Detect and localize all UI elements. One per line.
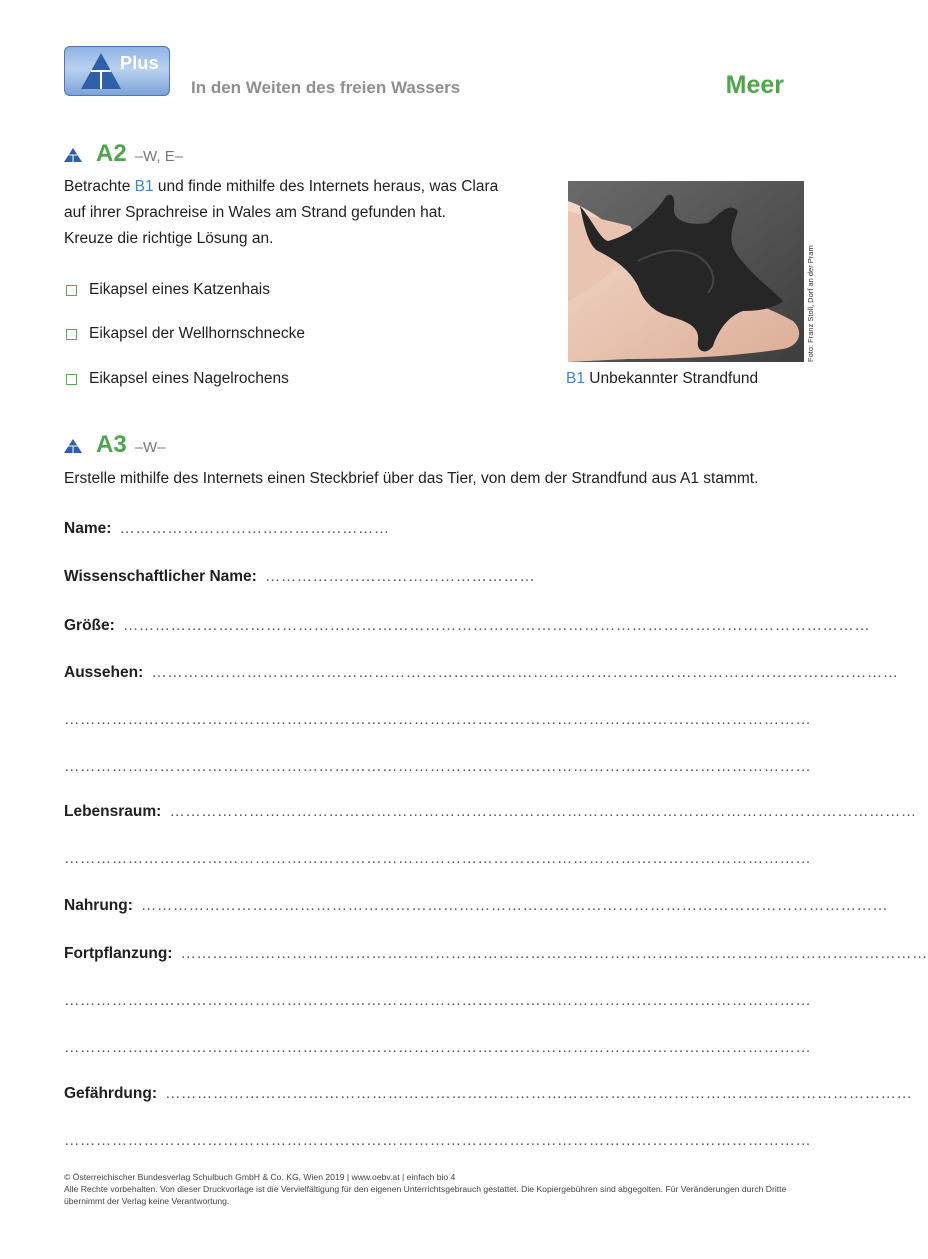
checkbox[interactable] [66,374,77,385]
figure-caption [566,370,758,388]
pyramid-icon [64,439,82,453]
field-size[interactable] [64,617,871,635]
topic-label: Meer [725,71,784,99]
text-line: auf ihrer Sprachreise in Wales am Strand gefunden hat. [64,204,446,221]
answer-dots: …………………………………………………………………………………………………………………………… [122,617,871,634]
answer-dots: …………………………………………… [119,520,390,537]
answer-dots: …………………………………………… [264,568,536,585]
field-label: Lebensraum: [64,803,162,820]
task-id: A3 [96,431,127,458]
task-id: A2 [96,140,127,167]
checkbox[interactable] [66,329,77,340]
field-habitat[interactable] [64,803,917,821]
answer-line[interactable]: …………………………………………………………………………………………………………………………… [64,850,812,867]
answer-dots: …………………………………………………………………………………………………………………………… [165,1085,913,1102]
field-reproduction[interactable] [64,945,928,963]
answer-dots: …………………………………………………………………………………………………………………………… [169,803,917,820]
field-label: Fortpflanzung: [64,945,173,962]
checkbox[interactable] [66,285,77,296]
photo-credit: Foto: Franz Stoll, Dorf an der Pram [806,245,815,362]
text-span: Betrachte [64,178,135,195]
plus-logo [64,46,170,96]
logo-text: Plus [120,53,159,73]
field-label: Nahrung: [64,897,133,914]
task-a3-instruction: Erstelle mithilfe des Internets einen Steckbrief über das Tier, von dem der Strandfund aus A1 stammt. [64,470,759,487]
answer-line[interactable]: …………………………………………………………………………………………………………………………… [64,758,812,775]
field-label: Name: [64,520,112,537]
option-katzenhai[interactable] [66,281,270,299]
pyramid-icon [79,51,123,91]
answer-dots: …………………………………………………………………………………………………………………………… [151,664,899,681]
answer-dots: …………………………………………………………………………………………………………………………… [180,945,928,962]
field-appearance[interactable] [64,664,899,682]
figure-label: B1 [566,370,585,387]
answer-line[interactable]: …………………………………………………………………………………………………………………………… [64,1039,812,1056]
field-name[interactable] [64,520,390,538]
figure-reference: B1 [134,178,154,195]
task-a3-heading [64,431,166,459]
text-span: und finde mithilfe des Internets heraus, was Clara [153,178,499,195]
field-food[interactable] [64,897,889,915]
copyright-footer [64,1171,804,1207]
field-scientific-name[interactable] [64,568,535,586]
option-label: Eikapsel eines Katzenhais [89,281,270,298]
field-label: Größe: [64,617,115,634]
field-label: Aussehen: [64,664,144,681]
field-label: Gefährdung: [64,1085,157,1102]
answer-line[interactable]: …………………………………………………………………………………………………………………………… [64,711,812,728]
figure-b1-photo [568,181,804,362]
field-endangerment[interactable] [64,1085,913,1103]
page-subtitle: In den Weiten des freien Wassers [191,78,461,97]
task-tag: –W– [134,439,166,456]
answer-line[interactable]: …………………………………………………………………………………………………………………………… [64,1132,812,1149]
option-wellhornschnecke[interactable] [66,325,305,343]
answer-line[interactable]: …………………………………………………………………………………………………………………………… [64,992,812,1009]
footer-line: © Österreichischer Bundesverlag Schulbuch GmbH & Co. KG, Wien 2019 | www.oebv.at | einfach bio 4 [64,1172,456,1182]
option-label: Eikapsel eines Nagelrochens [89,370,289,387]
caption-text: Unbekannter Strandfund [589,370,759,387]
option-nagelrochen[interactable] [66,370,289,388]
footer-line: Alle Rechte vorbehalten. Von dieser Druckvorlage ist die Vervielfältigung für den eigenen Unterrichtsgebrauch gestattet. Die Kopiergebühren sind abgegolten. Für Veränderungen durch Dritte übernimmt der Verlag keine Verantwortung. [64,1184,787,1206]
text-line: Kreuze die richtige Lösung an. [64,230,274,247]
task-tag: –W, E– [134,148,184,165]
egg-case-illustration [568,181,804,362]
pyramid-icon [64,148,82,162]
field-label: Wissenschaftlicher Name: [64,568,257,585]
answer-dots: …………………………………………………………………………………………………………………………… [140,897,889,914]
task-a2-heading [64,140,183,168]
task-a2-text [64,174,544,252]
option-label: Eikapsel der Wellhornschnecke [89,325,305,342]
